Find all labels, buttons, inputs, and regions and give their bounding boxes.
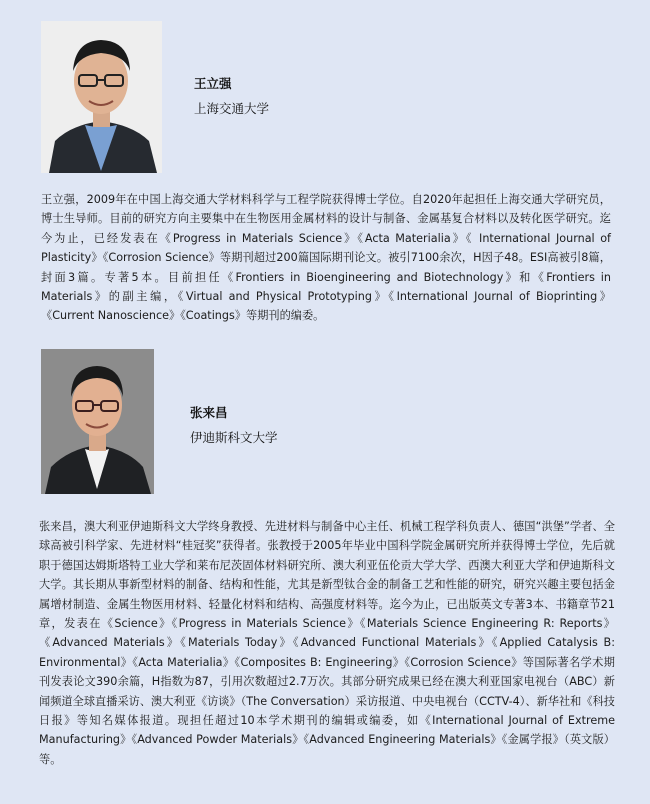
portrait-photo <box>41 349 154 494</box>
profile-bio: 张来昌，澳大利亚伊迪斯科文大学终身教授、先进材料与制备中心主任、机械工程学科负责人、德国“洪堡”学者、全球高被引科学家、先进材料“桂冠奖”获得者。张教授于2005年毕业中国科学院金属研究所并获得博士学位，先后就职于德国达姆斯塔特工业大学和莱布尼茨固体材料研究所、澳大利亚伍伦贡大学大学、西澳大利亚大学和伊迪斯科文大学。其长期从事新型材料的制备、结构和性能，尤其是新型钛合金的制备工艺和性能的研究，研究兴趣主要包括金属增材制造、金属生物医用材料、轻量化材料和结构、高强度材料等。迄今为止，已出版英文专著3本、书籍章节21章，发表在《Science》《Progress in Materials Science》《Materials Science Engineering R: Reports》《Advanced Materials》《Materials Today》《Advanced Functional Materials》《Applied Catalysis B: Environmental》《Acta Materialia》《Composites B: Engineering》《Corrosion Science》等国际著名学术期刊发表论文390余篇，H指数为87，引用次数超过2.7万次。其部分研究成果已经在澳大利亚国家电视台（ABC）新闻频道全球直播采访、澳大利亚《访谈》（The Conversation）采访报道、中央电视台（CCTV-4）、新华社和《科技日报》等知名媒体报道。现担任超过10本学术期刊的编辑或编委，如《International Journal of Extreme Manufacturing》《Advanced Powder Materials》《Advanced Engineering Materials》《金属学报》（英文版）等。 <box>39 520 615 766</box>
profile-name: 张来昌 <box>190 405 228 420</box>
profile-bio: 王立强，2009年在中国上海交通大学材料科学与工程学院获得博士学位。自2020年起担任上海交通大学研究员，博士生导师。目前的研究方向主要集中在生物医用金属材料的设计与制备、金属基复合材料以及转化医学研究。迄今为止，已经发表在《Progress in Materials Science》《Acta Materialia》《 International Journal of Plasticity》《Corrosion Science》等期刊超过200篇国际期刊论文。被引7100余次，H因子48。ESI高被引8篇，封面3篇。专著5本。目前担任《Frontiers in Bioengineering and Biotechnology》和《Frontiers in Materials》的副主编，《Virtual and Physical Prototyping》《International Journal of Bioprinting》《Current Nanoscience》《Coatings》等期刊的编委。 <box>41 193 611 323</box>
profile-affiliation: 上海交通大学 <box>194 101 270 116</box>
profile-affiliation: 伊迪斯科文大学 <box>190 430 278 445</box>
profile-name: 王立强 <box>194 76 232 91</box>
portrait-photo <box>41 21 162 173</box>
